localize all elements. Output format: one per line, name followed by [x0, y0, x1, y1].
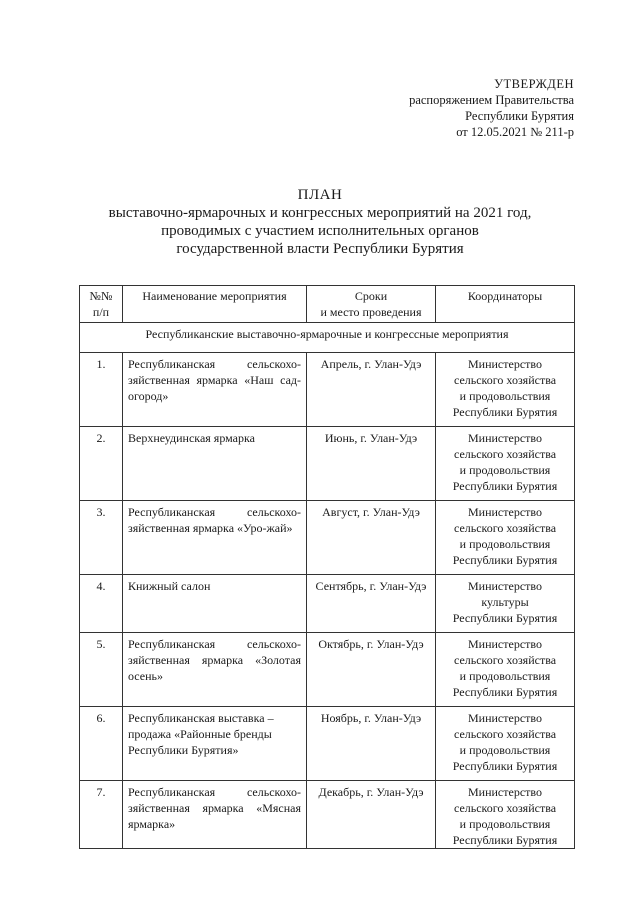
approval-region: Республики Бурятия [465, 109, 574, 123]
coordinator-line: Республики Бурятия [452, 405, 558, 419]
coordinator-line: сельского хозяйства [453, 447, 557, 461]
event-name: Книжный салон [123, 575, 307, 633]
title-line-1: выставочно-ярмарочных и конгрессных мероприятий на 2021 год, [108, 205, 532, 221]
coordinator-line: и продовольствия [459, 743, 551, 757]
event-date-place: Октябрь, г. Улан-Удэ [307, 633, 436, 707]
approval-date-number: от 12.05.2021 № 211-р [456, 125, 574, 139]
coordinator-line: Министерство [468, 637, 542, 651]
coordinator-line: Республики Бурятия [452, 833, 558, 847]
title-line-3: государственной власти Республики Бурятия [176, 241, 464, 257]
event-coordinator [436, 427, 575, 501]
coordinator-line: Республики Бурятия [452, 479, 558, 493]
row-number: 4. [80, 575, 123, 633]
approval-stamp [409, 76, 574, 140]
header-number [80, 286, 123, 323]
row-number: 3. [80, 501, 123, 575]
event-date-place: Июнь, г. Улан-Удэ [307, 427, 436, 501]
event-date-place: Декабрь, г. Улан-Удэ [307, 781, 436, 849]
table-row [80, 781, 575, 849]
table-row [80, 427, 575, 501]
header-event-name: Наименование мероприятия [123, 286, 307, 323]
section-title: Республиканские выставочно-ярмарочные и конгрессные мероприятия [80, 323, 575, 353]
event-coordinator [436, 575, 575, 633]
event-name: Республиканская выставка – продажа «Районные бренды Республики Бурятия» [123, 707, 307, 781]
event-name: Республиканская сельскохо-зяйственная ярмарка «Золотая осень» [123, 633, 307, 707]
coordinator-line: и продовольствия [459, 463, 551, 477]
row-number: 6. [80, 707, 123, 781]
event-name: Республиканская сельскохо-зяйственная ярмарка «Уро-жай» [123, 501, 307, 575]
table-header-row [80, 286, 575, 323]
event-date-place: Сентябрь, г. Улан-Удэ [307, 575, 436, 633]
event-coordinator [436, 353, 575, 427]
coordinator-line: культуры [481, 595, 529, 609]
row-number: 1. [80, 353, 123, 427]
row-number: 2. [80, 427, 123, 501]
header-date-place [307, 286, 436, 323]
header-date-line-2: и место проведения [320, 305, 422, 319]
coordinator-line: и продовольствия [459, 389, 551, 403]
header-number-line-1: №№ [89, 289, 113, 303]
event-name: Верхнеудинская ярмарка [123, 427, 307, 501]
table-section-row [80, 323, 575, 353]
coordinator-line: Республики Бурятия [452, 759, 558, 773]
table-row [80, 575, 575, 633]
event-coordinator [436, 707, 575, 781]
events-table [79, 285, 575, 849]
table-row [80, 501, 575, 575]
event-date-place: Август, г. Улан-Удэ [307, 501, 436, 575]
coordinator-line: Министерство [468, 785, 542, 799]
coordinator-line: сельского хозяйства [453, 727, 557, 741]
document-title [0, 186, 640, 258]
coordinator-line: сельского хозяйства [453, 801, 557, 815]
coordinator-line: Министерство [468, 357, 542, 371]
coordinator-line: Министерство [468, 431, 542, 445]
header-date-line-1: Сроки [354, 289, 388, 303]
approval-title: УТВЕРЖДЕН [494, 77, 574, 91]
title-plan: ПЛАН [297, 187, 343, 203]
coordinator-line: Министерство [468, 579, 542, 593]
coordinator-line: Республики Бурятия [452, 553, 558, 567]
coordinator-line: и продовольствия [459, 669, 551, 683]
header-number-line-2: п/п [92, 305, 110, 319]
table-row [80, 633, 575, 707]
coordinator-line: сельского хозяйства [453, 521, 557, 535]
coordinator-line: сельского хозяйства [453, 653, 557, 667]
event-coordinator [436, 781, 575, 849]
event-date-place: Ноябрь, г. Улан-Удэ [307, 707, 436, 781]
title-line-2: проводимых с участием исполнительных органов [161, 223, 479, 239]
event-coordinator [436, 633, 575, 707]
coordinator-line: и продовольствия [459, 537, 551, 551]
coordinator-line: Министерство [468, 711, 542, 725]
coordinator-line: Республики Бурятия [452, 611, 558, 625]
event-date-place: Апрель, г. Улан-Удэ [307, 353, 436, 427]
event-name: Республиканская сельскохо-зяйственная ярмарка «Наш сад-огород» [123, 353, 307, 427]
row-number: 5. [80, 633, 123, 707]
coordinator-line: Республики Бурятия [452, 685, 558, 699]
approval-authority: распоряжением Правительства [409, 93, 574, 107]
coordinator-line: Министерство [468, 505, 542, 519]
event-name: Республиканская сельскохо-зяйственная ярмарка «Мясная ярмарка» [123, 781, 307, 849]
event-coordinator [436, 501, 575, 575]
table-row [80, 707, 575, 781]
coordinator-line: сельского хозяйства [453, 373, 557, 387]
row-number: 7. [80, 781, 123, 849]
coordinator-line: и продовольствия [459, 817, 551, 831]
header-coordinators: Координаторы [436, 286, 575, 323]
table-row [80, 353, 575, 427]
